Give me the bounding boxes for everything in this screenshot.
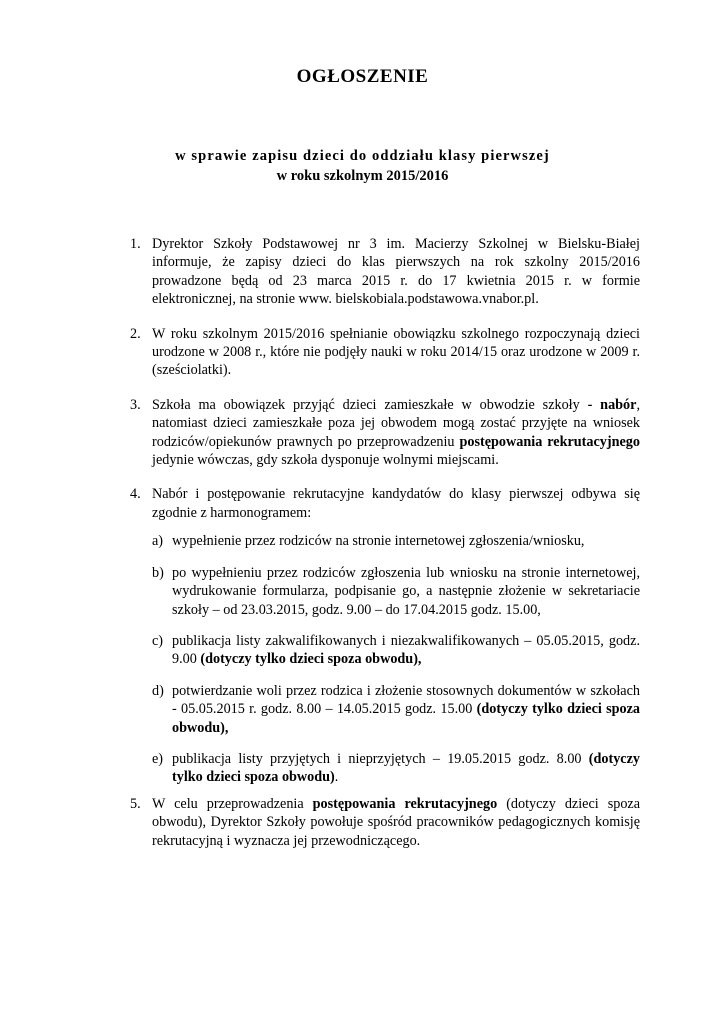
schedule-text: po wypełnieniu przez rodziców zgłoszenia lub wniosku na stronie internetowej, wydrukowanie formularza, podpisanie go, a następnie złożenie w sekretariacie szkoły – od 23.03.2015, godz. 9.00 – do 17.04.2015 godz. 15.00, xyxy=(172,564,640,618)
schedule-item-c xyxy=(152,632,640,669)
schedule-bold-note: (dotyczy tylko dzieci spoza obwodu) xyxy=(172,750,640,786)
schedule-letter: b) xyxy=(152,564,164,581)
schedule-letter: a) xyxy=(152,533,164,550)
item-bold-postepowanie: postępowania rekrutacyjnego xyxy=(312,795,498,812)
schedule-letter: c) xyxy=(152,632,164,649)
item-bold-nabor: - nabór xyxy=(587,396,637,413)
subtitle-line-2: w roku szkolnym 2015/2016 xyxy=(276,168,449,184)
schedule-item-d xyxy=(152,682,640,737)
list-item-4 xyxy=(130,485,640,786)
schedule-letter: e) xyxy=(152,750,164,767)
item-text-part: Szkoła ma obowiązek przyjąć dzieci zamieszkałe w obwodzie szkoły xyxy=(152,396,588,413)
item-bold-postepowanie: postępowania rekrutacyjnego xyxy=(459,433,640,450)
item-text: Nabór i postępowanie rekrutacyjne kandydatów do klasy pierwszej odbywa się zgodnie z harmonogramem: xyxy=(152,486,640,521)
item-number: 1. xyxy=(130,236,141,252)
schedule-item-a xyxy=(152,532,640,550)
item-number: 4. xyxy=(130,486,141,503)
announcement-list xyxy=(130,235,640,866)
schedule-bold-note: (dotyczy tylko dzieci spoza obwodu) xyxy=(200,651,418,668)
list-item-3 xyxy=(130,396,640,470)
schedule-item-e xyxy=(152,750,640,787)
item-number: 3. xyxy=(130,396,141,413)
list-item-2 xyxy=(130,325,640,380)
schedule-text: wypełnienie przez rodziców na stronie internetowej zgłoszenia/wniosku, xyxy=(172,533,585,550)
item-text-part: jedynie wówczas, gdy szkoła dysponuje wolnymi miejscami. xyxy=(152,452,499,469)
item-text-part: , natomiast dzieci zamieszkałe poza jej obwodem mogą zostać przyjęte na wniosek rodziców/opiekunów prawnych po przeprowadzeniu xyxy=(152,396,640,450)
item-text: W roku szkolnym 2015/2016 spełnianie obowiązku szkolnego rozpoczynają dzieci urodzone w 2008 r., które nie podjęły nauki w roku 2014/15 oraz urodzone w 2009 r. (sześciolatki). xyxy=(152,325,640,379)
schedule-letter: d) xyxy=(152,682,164,699)
item-text-part: (dotyczy dzieci spoza obwodu), Dyrektor Szkoły powołuje spośród pracowników pedagogicznych komisję rekrutacyjną i wyznacza jej przewodniczącego. xyxy=(152,795,641,849)
schedule-tail: , xyxy=(224,719,229,736)
item-number: 2. xyxy=(130,325,141,342)
schedule-bold-note: (dotyczy tylko dzieci spoza obwodu) xyxy=(172,701,640,736)
schedule-tail: . xyxy=(334,769,339,786)
item-text-part: W celu przeprowadzenia xyxy=(152,795,313,812)
item-text: Dyrektor Szkoły Podstawowej nr 3 im. Macierzy Szkolnej w Bielsku-Białej informuje, że zapisy dzieci do klas pierwszych na rok szkolny 2015/2016 prowadzone będą od 23 marca 2015 r. do 17 kwietnia 2015 r. w formie elektronicznej, na stronie www. bielskobiala.podstawowa.vnabor.pl. xyxy=(152,236,640,308)
list-item-5 xyxy=(130,795,640,850)
schedule-item-b xyxy=(152,564,640,619)
document-subtitle xyxy=(0,146,725,186)
schedule-text: potwierdzanie woli przez rodzica i złożenie stosownych dokumentów w szkołach - 05.05.2015 r. godz. 8.00 – 14.05.2015 godz. 15.00 xyxy=(172,682,640,718)
schedule-text: publikacja listy przyjętych i nieprzyjętych – 19.05.2015 godz. 8.00 xyxy=(172,750,589,767)
schedule-tail: , xyxy=(417,651,422,668)
list-item-1 xyxy=(130,235,640,309)
schedule-text: publikacja listy zakwalifikowanych i niezakwalifikowanych – 05.05.2015, godz. 9.00 xyxy=(172,632,640,668)
document-title: OGŁOSZENIE xyxy=(296,66,429,87)
subtitle-line-1: w sprawie zapisu dzieci do oddziału klasy pierwszej xyxy=(175,148,550,164)
item-number: 5. xyxy=(130,795,141,812)
